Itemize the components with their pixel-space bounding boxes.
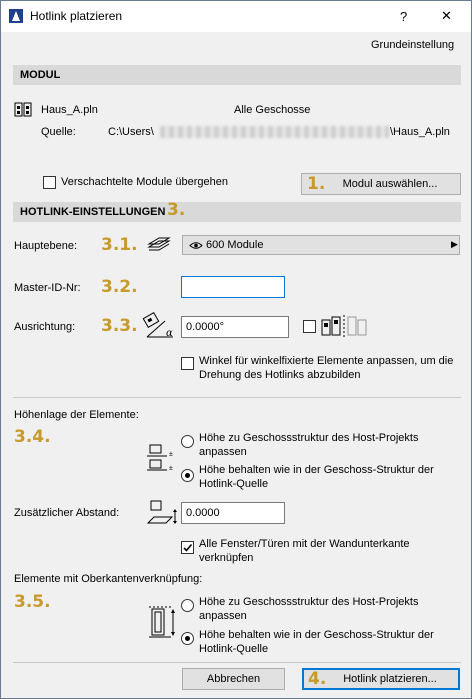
top-host-label: Höhe zu Geschossstruktur des Host-Projekts anpassen xyxy=(199,596,419,622)
module-file-name: Haus_A.pln xyxy=(41,104,98,116)
angle-fixed-checkbox[interactable] xyxy=(181,357,194,370)
choose-module-label: Modul auswählen... xyxy=(342,178,438,190)
orientation-label: Ausrichtung: xyxy=(14,321,76,333)
settings-header: HOTLINK-EINSTELLUNGEN xyxy=(13,202,461,222)
skip-nested-label: Verschachtelte Module übergehen xyxy=(61,176,228,188)
app-icon xyxy=(9,9,23,23)
help-button[interactable]: ? xyxy=(400,9,408,24)
master-id-label: Master-ID-Nr: xyxy=(14,282,81,294)
skip-nested-checkbox[interactable] xyxy=(43,176,56,189)
height-label: Höhenlage der Elemente: xyxy=(14,409,139,421)
mirror-icon xyxy=(321,315,367,337)
step-3-3-marker: 3.3. xyxy=(101,316,138,336)
step-1-marker: 1. xyxy=(307,174,326,194)
place-hotlink-button[interactable] xyxy=(302,668,460,690)
default-settings-link[interactable]: Grundeinstellung xyxy=(371,39,455,51)
link-windows-label: Alle Fenster/Türen mit der Wandunterkante verknüpfen xyxy=(199,538,410,564)
source-path-redacted xyxy=(160,126,389,138)
extra-offset-label: Zusätzlicher Abstand: xyxy=(14,507,120,519)
svg-text:α: α xyxy=(166,328,173,339)
main-level-value: 600 Module xyxy=(206,239,264,251)
close-button[interactable]: ✕ xyxy=(441,8,452,23)
step-3-4-marker: 3.4. xyxy=(14,427,51,447)
place-hotlink-label: Hotlink platzieren... xyxy=(343,673,437,685)
step-3-2-marker: 3.2. xyxy=(101,277,138,297)
module-stories: Alle Geschosse xyxy=(234,104,311,116)
step-4-marker: 4. xyxy=(308,669,327,689)
offset-icon xyxy=(146,499,180,527)
mirror-checkbox[interactable] xyxy=(303,320,316,333)
link-windows-checkbox[interactable] xyxy=(181,541,194,554)
top-link-icon xyxy=(147,604,177,640)
step-3-1-marker: 3.1. xyxy=(101,235,138,255)
step-3-5-marker: 3.5. xyxy=(14,592,51,612)
top-source-radio[interactable] xyxy=(181,632,194,645)
step-3-marker: 3. xyxy=(167,200,186,220)
svg-text:±: ± xyxy=(169,451,173,458)
master-id-input[interactable] xyxy=(181,276,285,298)
source-path-suffix: \Haus_A.pln xyxy=(390,126,450,138)
source-label: Quelle: xyxy=(41,126,76,138)
top-source-label: Höhe behalten wie in der Geschoss-Struktur der Hotlink-Quelle xyxy=(199,629,434,655)
eye-icon xyxy=(189,241,203,250)
main-level-dropdown[interactable] xyxy=(182,235,460,255)
main-level-label: Hauptebene: xyxy=(14,240,77,252)
height-host-radio[interactable] xyxy=(181,435,194,448)
angle-fixed-label: Winkel für winkelfixierte Elemente anpassen, um die Drehung des Hotlinks abzubilden xyxy=(199,355,454,381)
rotation-angle-icon xyxy=(141,311,177,341)
window-title: Hotlink platzieren xyxy=(30,9,123,23)
svg-text:±: ± xyxy=(169,465,173,472)
extra-offset-input[interactable]: 0.0000 xyxy=(181,502,285,524)
module-file-icon xyxy=(14,101,34,117)
source-path-prefix: C:\Users\ xyxy=(108,126,154,138)
choose-module-button[interactable] xyxy=(301,173,461,195)
top-host-radio[interactable] xyxy=(181,599,194,612)
height-source-label: Höhe behalten wie in der Geschoss-Struktur der Hotlink-Quelle xyxy=(199,464,434,490)
height-source-radio[interactable] xyxy=(181,469,194,482)
modul-header: MODUL xyxy=(13,65,461,85)
orientation-input[interactable]: 0.0000° xyxy=(181,316,289,338)
top-linked-label: Elemente mit Oberkantenverknüpfung: xyxy=(14,573,203,585)
story-height-icon xyxy=(147,442,177,472)
title-bar xyxy=(1,1,471,32)
story-stack-icon xyxy=(147,236,173,252)
height-host-label: Höhe zu Geschossstruktur des Host-Projekts anpassen xyxy=(199,432,419,458)
divider-1 xyxy=(13,397,461,398)
chevron-right-icon: ▶ xyxy=(451,239,458,249)
divider-footer xyxy=(13,662,461,663)
check-icon xyxy=(182,542,193,553)
cancel-button[interactable]: Abbrechen xyxy=(182,668,285,690)
